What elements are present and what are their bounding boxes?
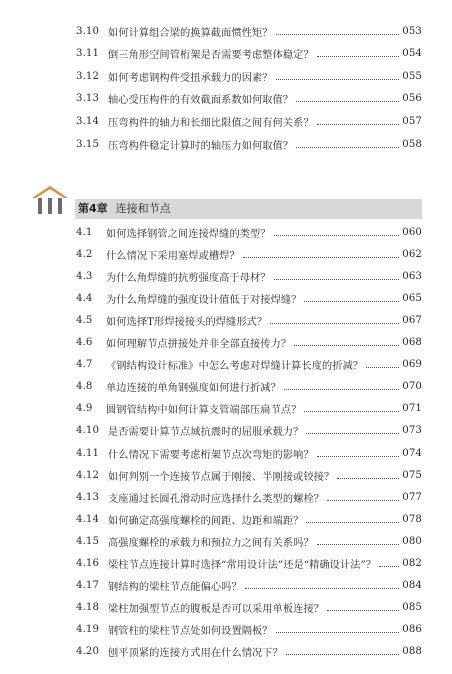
toc-entry[interactable] — [76, 334, 422, 352]
toc-entry[interactable] — [76, 356, 422, 374]
toc-entry[interactable] — [76, 90, 422, 108]
dot-leader — [294, 345, 399, 346]
entry-number: 4.19 — [76, 624, 100, 636]
dot-leader — [317, 456, 399, 457]
dot-leader — [379, 566, 399, 567]
entry-title: 什么情况下采用塞焊或槽焊？ — [106, 250, 240, 262]
toc-entry[interactable] — [76, 488, 422, 506]
entry-title: 是否需要计算节点域抗震时的屈服承载力？ — [108, 427, 304, 439]
entry-page-number: 053 — [402, 25, 422, 37]
toc-entry[interactable] — [76, 311, 422, 329]
entry-page-number: 086 — [402, 624, 422, 636]
entry-page-number: 080 — [402, 535, 422, 547]
entry-number: 4.11 — [76, 447, 100, 459]
entry-number: 4.2 — [76, 248, 93, 260]
dot-leader — [296, 101, 399, 102]
entry-title: 如何考虑钢构件受扭承载力的因素？ — [108, 72, 273, 84]
entry-page-number: 058 — [402, 138, 422, 150]
entry-page-number: 078 — [402, 513, 422, 525]
dot-leader — [327, 500, 399, 501]
entry-number: 4.13 — [76, 491, 100, 503]
entry-page-number: 054 — [402, 48, 422, 60]
entry-number: 4.3 — [76, 270, 93, 282]
entry-number: 4.4 — [76, 292, 93, 304]
entry-title: 支座通过长圆孔滑动时应选择什么类型的螺栓？ — [108, 493, 325, 505]
entry-page-number: 071 — [402, 403, 422, 415]
entry-title: 为什么角焊缝的抗剪强度高于母材？ — [106, 272, 271, 284]
dot-leader — [276, 79, 399, 80]
entry-page-number: 084 — [402, 580, 422, 592]
entry-number: 4.10 — [76, 425, 100, 437]
toc-entry[interactable] — [76, 577, 422, 595]
toc-entry[interactable] — [76, 444, 422, 462]
entry-number: 4.20 — [76, 646, 100, 658]
entry-title: 钢结构的梁柱节点能偏心吗？ — [108, 582, 242, 594]
entry-page-number: 074 — [402, 447, 422, 459]
entry-page-number: 063 — [402, 270, 422, 282]
entry-number: 4.16 — [76, 558, 100, 569]
dot-leader — [296, 147, 399, 148]
dot-leader — [245, 588, 399, 589]
entry-title: 如何理解节点拼接处并非全部直接传力？ — [106, 339, 292, 350]
entry-page-number: 073 — [402, 425, 422, 437]
entry-page-number: 055 — [402, 70, 422, 82]
dot-leader — [306, 433, 399, 434]
entry-number: 3.11 — [76, 48, 100, 60]
entry-title: 如何计算组合梁的换算截面惯性矩？ — [108, 27, 273, 39]
entry-page-number: 067 — [402, 314, 422, 326]
entry-number: 4.17 — [76, 580, 100, 592]
entry-number: 3.14 — [76, 115, 100, 127]
entry-title: 什么情况下需要考虑桁架节点次弯矩的影响？ — [108, 449, 314, 461]
entry-number: 3.15 — [76, 138, 100, 150]
entry-number: 4.14 — [76, 513, 100, 525]
toc-entry[interactable] — [76, 112, 422, 130]
toc-entry[interactable] — [76, 532, 422, 550]
entry-number: 4.18 — [76, 602, 100, 614]
entry-page-number: 075 — [402, 469, 422, 481]
toc-entry[interactable] — [76, 245, 422, 263]
entry-page-number: 056 — [402, 93, 422, 105]
entry-title: 钢管柱的梁柱节点处如何设置隔板？ — [108, 626, 273, 638]
entry-number: 3.12 — [76, 70, 100, 82]
entry-number: 4.8 — [76, 381, 93, 393]
entry-number: 4.9 — [76, 403, 93, 415]
entry-number: 4.1 — [76, 226, 93, 238]
chapter-header — [30, 184, 422, 214]
dot-leader — [274, 279, 399, 280]
entry-title: 倒三角形空间管桁架是否需要考虑整体稳定？ — [108, 50, 314, 62]
entry-title: 高强度螺栓的承载力和预拉力之间有关系吗？ — [108, 537, 314, 549]
entry-number: 4.12 — [76, 469, 100, 481]
toc-entry[interactable] — [76, 67, 422, 85]
entry-title: 梁柱节点连接计算时选择“常用设计法”还是“精确设计法”？ — [108, 560, 377, 571]
entry-page-number: 060 — [402, 226, 422, 238]
entry-title: 梁柱加强型节点的腹板是否可以采用单板连接？ — [108, 604, 325, 616]
entry-title: 圆钢管结构中如何计算支管端部压扁节点？ — [106, 405, 302, 417]
entry-title: 《钢结构设计标准》中怎么考虑对焊缝计算长度的折减？ — [106, 361, 364, 373]
dot-leader — [304, 301, 399, 302]
dot-leader — [274, 235, 399, 236]
entry-title: 刨平顶紧的连接方式用在什么情况下？ — [108, 648, 283, 660]
entry-page-number: 057 — [402, 115, 422, 127]
entry-page-number: 062 — [402, 248, 422, 260]
toc-entry[interactable] — [76, 22, 422, 40]
toc-entry[interactable] — [76, 422, 422, 440]
chapter-name: 连接和节点 — [115, 202, 171, 215]
entry-title: 压弯构件稳定计算时的轴压力如何取值？ — [108, 140, 294, 152]
entry-page-number: 077 — [402, 491, 422, 503]
entry-number: 3.13 — [76, 93, 100, 105]
entry-page-number: 068 — [402, 337, 422, 348]
dot-leader — [270, 323, 399, 324]
dot-leader — [284, 389, 399, 390]
entry-title: 单边连接的单角钢强度如何进行折减？ — [106, 383, 281, 395]
entry-title: 如何判别一个连接节点属于刚接、半刚接或铰接？ — [108, 471, 335, 483]
toc-entry[interactable] — [76, 378, 422, 396]
dot-leader — [243, 257, 399, 258]
entry-number: 4.15 — [76, 535, 100, 547]
toc-entry[interactable] — [76, 289, 422, 307]
entry-page-number: 070 — [402, 381, 422, 393]
toc-entry[interactable] — [76, 599, 422, 617]
toc-entry[interactable] — [76, 267, 422, 285]
dot-leader — [317, 56, 399, 57]
entry-title: 轴心受压构件的有效截面系数如何取值？ — [108, 95, 294, 107]
dot-leader — [317, 124, 399, 125]
dot-leader — [304, 411, 399, 412]
chapter-title — [78, 200, 171, 216]
toc-entry[interactable] — [76, 45, 422, 63]
entry-page-number: 069 — [402, 359, 422, 371]
toc-entry[interactable] — [76, 621, 422, 639]
dot-leader — [327, 610, 399, 611]
toc-entry[interactable] — [76, 135, 422, 153]
toc-entry[interactable] — [76, 400, 422, 418]
chapter-label: 第4章 — [78, 202, 108, 215]
entry-title: 如何选择钢管之间连接焊缝的类型？ — [106, 228, 271, 240]
entry-number: 3.10 — [76, 25, 100, 37]
entry-title: 如何选择T形焊接接头的焊缝形式？ — [106, 316, 268, 328]
entry-number: 4.7 — [76, 359, 93, 371]
toc-entry[interactable] — [76, 643, 422, 661]
dot-leader — [317, 544, 399, 545]
dot-leader — [366, 367, 399, 368]
dot-leader — [276, 632, 399, 633]
dot-leader — [306, 522, 399, 523]
entry-page-number: 085 — [402, 602, 422, 614]
toc-entry[interactable] — [76, 466, 422, 484]
entry-number: 4.5 — [76, 314, 93, 326]
entry-page-number: 082 — [402, 558, 422, 569]
entry-title: 为什么角焊缝的强度设计值低于对接焊缝？ — [106, 294, 302, 306]
toc-entry[interactable] — [76, 555, 422, 573]
entry-page-number: 065 — [402, 292, 422, 304]
entry-number: 4.6 — [76, 337, 93, 348]
house-icon — [30, 184, 70, 214]
toc-entry[interactable] — [76, 510, 422, 528]
toc-entry[interactable] — [76, 223, 422, 241]
entry-title: 如何确定高强度螺栓的间距、边距和端距？ — [108, 515, 304, 527]
entry-page-number: 088 — [402, 646, 422, 658]
dot-leader — [276, 34, 399, 35]
dot-leader — [337, 478, 399, 479]
entry-title: 压弯构件的轴力和长细比限值之间有何关系？ — [108, 117, 314, 129]
dot-leader — [286, 654, 399, 655]
